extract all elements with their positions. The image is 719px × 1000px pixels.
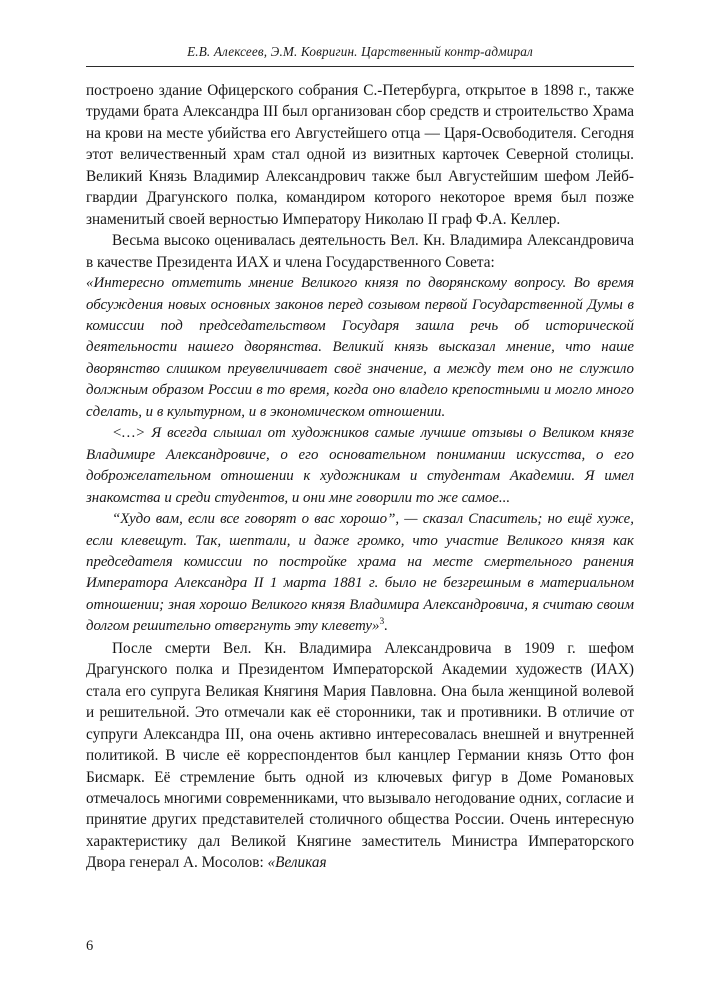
- body-text-column: [86, 80, 634, 874]
- quote-paragraph-nobility: «Интересно отметить мнение Великого князя по дворянскому вопросу. Во время обсуждения новых основных законов перед созывом первой Государственной Думы в комиссии под председательством Государя зашла речь об исторической деятельности нашего дворянства. Великий князь высказал мнение, что наше дворянство слишком преувеличивает своё значение, а между тем оно не служило должным образом России в то время, когда оно владело крепостными и могло много сделать, и в культурном, и в экономическом отношении.: [86, 275, 634, 420]
- quote-paragraph-slander: [86, 509, 634, 638]
- quote-opening-fragment: «Великая: [267, 854, 327, 872]
- quote-text-main: “Худо вам, если все говорят о вас хорошо”, — сказал Спаситель; но ещё хуже, если клевещут. Так, шептали, и даже громко, что участие Великого князя как председателя комиссии по постройке храма на месте смертельного ранения Императора Александра II 1 марта 1881 г. было не безгрешным в материальном отношении; зная хорошо Великого князя Владимира Александровича, я считаю своим долгом решительно отвергнуть эту клевету»: [86, 511, 634, 635]
- running-head: Е.В. Алексеев, Э.М. Ковригин. Царственный контр-адмирал: [187, 44, 533, 59]
- header-rule-divider: [86, 66, 634, 67]
- paragraph-maria-pavlovna: [86, 638, 634, 874]
- quote-paragraph-artists: <…> Я всегда слышал от художников самые лучшие отзывы о Великом князе Владимире Александровиче, о его основательном понимании искусства, о его доброжелательном отношении к художникам и студентам Академии. Я имел знакомства и среди студентов, и они мне говорили то же самое...: [86, 425, 634, 506]
- paragraph-continuation: построено здание Офицерского собрания С.-Петербурга, открытое в 1898 г., также трудами брата Александра III был организован сбор средств и строительство Храма на крови на месте убийства его Августейшего отца — Царя-Освободителя. Сегодня этот величественный храм стал одной из визитных карточек Северной столицы. Великий Князь Владимир Александрович также был Августейшим шефом Лейб-гвардии Драгунского полка, командиром которого некоторое время был позже знаменитый своей верностью Императору Николаю II граф Ф.А. Келлер.: [86, 82, 634, 228]
- footnote-reference-marker[interactable]: 3: [379, 617, 385, 628]
- paragraph-body-text: После смерти Вел. Кн. Владимира Александровича в 1909 г. шефом Драгунского полка и Президентом Императорской Академии художеств (ИАХ) стала его супруга Великая Княгиня Мария Павловна. Она была женщиной волевой и решительной. Это отмечали как её сторонники, так и противники. В отличие от супруги Александра III, она очень активно интересовалась внешней и внутренней политикой. В числе её корреспондентов был канцлер Германии князь Отто фон Бисмарк. Её стремление быть одной из ключевых фигур в Доме Романовых отмечалось многими современниками, что вызывало негодование одних, согласие и принятие других представителей столичного общества России. Очень интересную характеристику дал Великой Княгине заместитель Министра Императорского Двора генерал А. Мосолов:: [86, 639, 634, 872]
- quote-text-terminator: .: [384, 618, 388, 635]
- paragraph-assessment-intro: Весьма высоко оценивалась деятельность Вел. Кн. Владимира Александровича в качестве Президента ИАХ и члена Государственного Совета:: [86, 232, 634, 271]
- page-number: 6: [86, 938, 94, 954]
